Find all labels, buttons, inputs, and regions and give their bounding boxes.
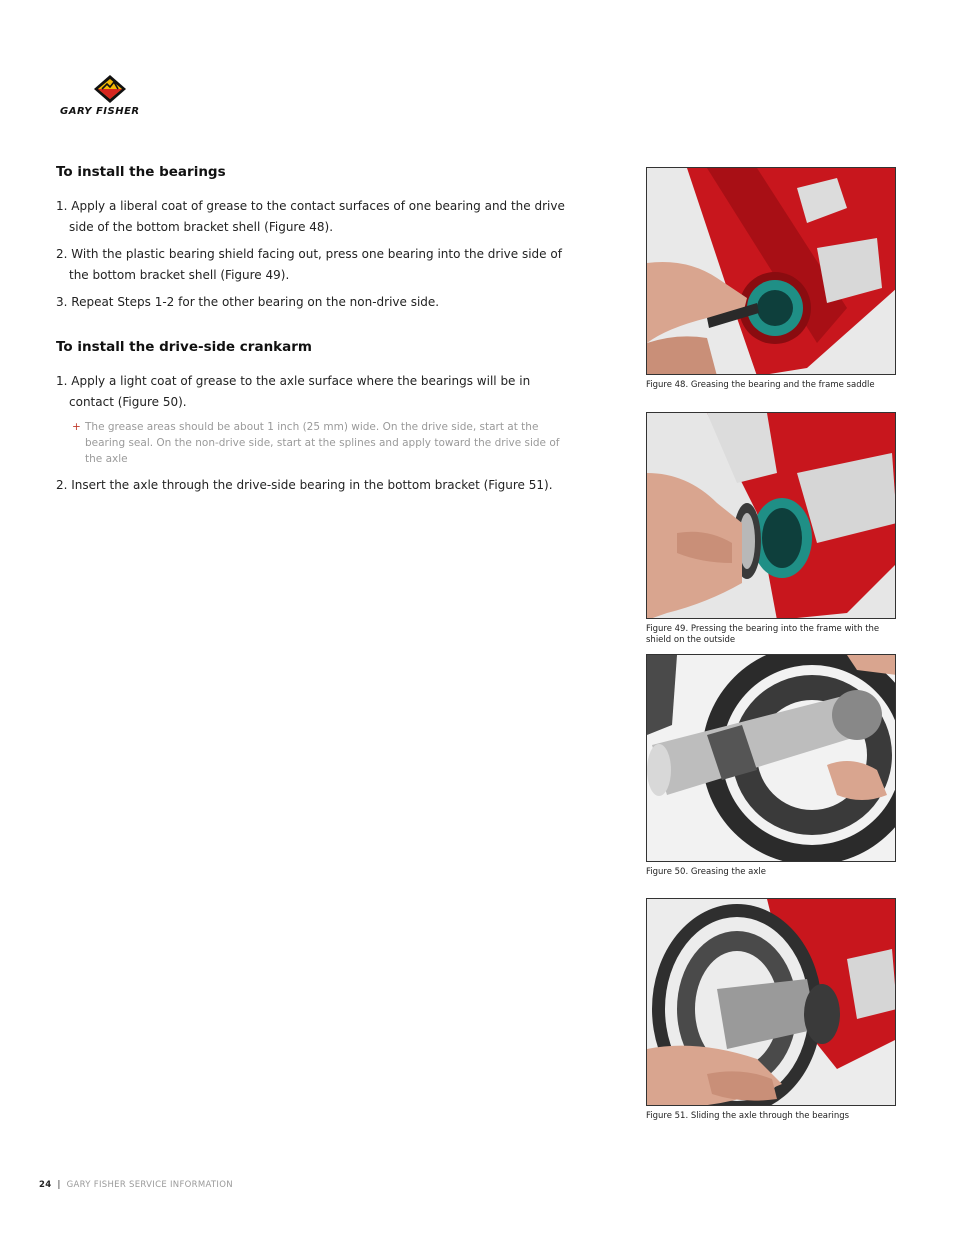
page-number: 24 [39,1180,52,1190]
footer-separator: | [57,1180,61,1190]
crankarm-steps [56,371,576,496]
note-plus-icon: + [72,421,81,433]
section-heading-crankarm: To install the drive-side crankarm [56,339,312,355]
gary-fisher-logo-icon [93,74,127,104]
brand-logo [60,74,160,120]
figure-51-caption: Figure 51. Sliding the axle through the bearings [646,1111,850,1121]
figure-48 [646,167,896,391]
bearings-step-1: 1. Apply a liberal coat of grease to the contact surfaces of one bearing and the drive side of the bottom bracket shell (Figure 48). [56,199,565,234]
brand-wordmark: GARY FISHER [60,106,140,117]
section-heading-bearings: To install the bearings [56,164,226,180]
footer-title: GARY FISHER SERVICE INFORMATION [66,1180,233,1190]
main-content [56,164,576,502]
grease-note [72,419,576,467]
bearings-step-3: 3. Repeat Steps 1-2 for the other bearing on the non-drive side. [56,295,440,309]
bearings-steps [56,196,576,313]
figure-51-photo [646,898,896,1106]
crankarm-step-2: 2. Insert the axle through the drive-side bearing in the bottom bracket (Figure 51). [56,478,553,492]
figure-49 [646,412,896,646]
bearings-step-2: 2. With the plastic bearing shield facing out, press one bearing into the drive side of the bottom bracket shell (Figure 49). [56,247,562,282]
figure-48-photo [646,167,896,375]
figure-50-photo [646,654,896,862]
crankarm-step-1: 1. Apply a light coat of grease to the axle surface where the bearings will be in contact (Figure 50). [56,374,531,409]
grease-note-text: The grease areas should be about 1 inch (25 mm) wide. On the drive side, start at the bearing seal. On the non-drive side, start at the splines and apply toward the drive side of the axle [85,421,560,465]
figure-50 [646,654,896,878]
figure-48-caption: Figure 48. Greasing the bearing and the frame saddle [646,380,875,390]
figure-51 [646,898,896,1122]
figure-50-caption: Figure 50. Greasing the axle [646,867,766,877]
page-footer [39,1180,233,1190]
figure-49-photo [646,412,896,619]
figure-49-caption: Figure 49. Pressing the bearing into the frame with the shield on the outside [646,624,880,645]
